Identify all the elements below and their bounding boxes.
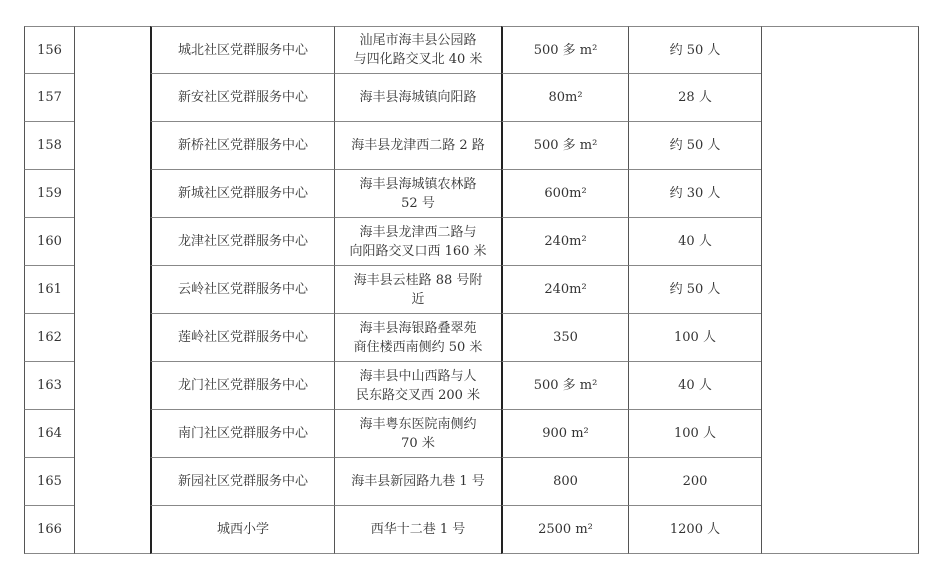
site-capacity: 40 人 bbox=[628, 362, 761, 410]
row-number: 165 bbox=[24, 458, 74, 506]
site-address: 海丰县中山西路与人 民东路交叉西 200 米 bbox=[334, 362, 501, 410]
site-name: 龙津社区党群服务中心 bbox=[150, 218, 334, 266]
empty-cell bbox=[761, 170, 919, 218]
site-area: 240m² bbox=[501, 266, 628, 314]
row-number: 156 bbox=[24, 26, 74, 74]
site-area: 80m² bbox=[501, 74, 628, 122]
empty-cell bbox=[761, 218, 919, 266]
row-number: 166 bbox=[24, 506, 74, 554]
blank-cell bbox=[74, 122, 150, 170]
blank-cell bbox=[74, 506, 150, 554]
site-area: 600m² bbox=[501, 170, 628, 218]
site-name: 城北社区党群服务中心 bbox=[150, 26, 334, 74]
row-number: 157 bbox=[24, 74, 74, 122]
empty-cell bbox=[761, 458, 919, 506]
row-number: 164 bbox=[24, 410, 74, 458]
site-name: 莲岭社区党群服务中心 bbox=[150, 314, 334, 362]
site-name: 新桥社区党群服务中心 bbox=[150, 122, 334, 170]
site-address: 海丰粤东医院南侧约 70 米 bbox=[334, 410, 501, 458]
site-area: 350 bbox=[501, 314, 628, 362]
blank-cell bbox=[74, 170, 150, 218]
empty-cell bbox=[761, 506, 919, 554]
table-row bbox=[24, 266, 919, 314]
row-number: 159 bbox=[24, 170, 74, 218]
site-name: 新城社区党群服务中心 bbox=[150, 170, 334, 218]
site-capacity: 1200 人 bbox=[628, 506, 761, 554]
blank-cell bbox=[74, 266, 150, 314]
row-number: 162 bbox=[24, 314, 74, 362]
site-address: 海丰县龙津西二路与 向阳路交叉口西 160 米 bbox=[334, 218, 501, 266]
site-area: 800 bbox=[501, 458, 628, 506]
site-address: 汕尾市海丰县公园路 与四化路交叉北 40 米 bbox=[334, 26, 501, 74]
blank-cell bbox=[74, 26, 150, 74]
site-area: 500 多 m² bbox=[501, 362, 628, 410]
table-row bbox=[24, 170, 919, 218]
blank-cell bbox=[74, 314, 150, 362]
site-address: 海丰县新园路九巷 1 号 bbox=[334, 458, 501, 506]
site-address: 西华十二巷 1 号 bbox=[334, 506, 501, 554]
table-row bbox=[24, 26, 919, 74]
table-row bbox=[24, 314, 919, 362]
table-row bbox=[24, 218, 919, 266]
row-number: 158 bbox=[24, 122, 74, 170]
site-capacity: 100 人 bbox=[628, 410, 761, 458]
blank-cell bbox=[74, 410, 150, 458]
table-row bbox=[24, 74, 919, 122]
table-row bbox=[24, 362, 919, 410]
site-name: 城西小学 bbox=[150, 506, 334, 554]
site-name: 南门社区党群服务中心 bbox=[150, 410, 334, 458]
row-number: 163 bbox=[24, 362, 74, 410]
shelter-table bbox=[24, 26, 919, 554]
site-capacity: 约 50 人 bbox=[628, 122, 761, 170]
site-name: 龙门社区党群服务中心 bbox=[150, 362, 334, 410]
site-address: 海丰县海城镇向阳路 bbox=[334, 74, 501, 122]
row-number: 160 bbox=[24, 218, 74, 266]
empty-cell bbox=[761, 266, 919, 314]
empty-cell bbox=[761, 122, 919, 170]
empty-cell bbox=[761, 314, 919, 362]
site-name: 新园社区党群服务中心 bbox=[150, 458, 334, 506]
empty-cell bbox=[761, 26, 919, 74]
site-area: 2500 m² bbox=[501, 506, 628, 554]
site-capacity: 40 人 bbox=[628, 218, 761, 266]
site-area: 500 多 m² bbox=[501, 26, 628, 74]
site-address: 海丰县云桂路 88 号附 近 bbox=[334, 266, 501, 314]
blank-cell bbox=[74, 458, 150, 506]
site-capacity: 约 50 人 bbox=[628, 26, 761, 74]
site-address: 海丰县龙津西二路 2 路 bbox=[334, 122, 501, 170]
empty-cell bbox=[761, 74, 919, 122]
site-capacity: 约 50 人 bbox=[628, 266, 761, 314]
table-row bbox=[24, 458, 919, 506]
empty-cell bbox=[761, 362, 919, 410]
site-area: 240m² bbox=[501, 218, 628, 266]
blank-cell bbox=[74, 362, 150, 410]
site-address: 海丰县海城镇农林路 52 号 bbox=[334, 170, 501, 218]
site-name: 新安社区党群服务中心 bbox=[150, 74, 334, 122]
table-row bbox=[24, 122, 919, 170]
table-row bbox=[24, 410, 919, 458]
empty-cell bbox=[761, 410, 919, 458]
site-capacity: 约 30 人 bbox=[628, 170, 761, 218]
blank-cell bbox=[74, 74, 150, 122]
blank-cell bbox=[74, 218, 150, 266]
site-capacity: 100 人 bbox=[628, 314, 761, 362]
table-row bbox=[24, 506, 919, 554]
site-capacity: 200 bbox=[628, 458, 761, 506]
site-area: 900 m² bbox=[501, 410, 628, 458]
site-area: 500 多 m² bbox=[501, 122, 628, 170]
site-address: 海丰县海银路叠翠苑 商住楼西南侧约 50 米 bbox=[334, 314, 501, 362]
site-name: 云岭社区党群服务中心 bbox=[150, 266, 334, 314]
row-number: 161 bbox=[24, 266, 74, 314]
site-capacity: 28 人 bbox=[628, 74, 761, 122]
